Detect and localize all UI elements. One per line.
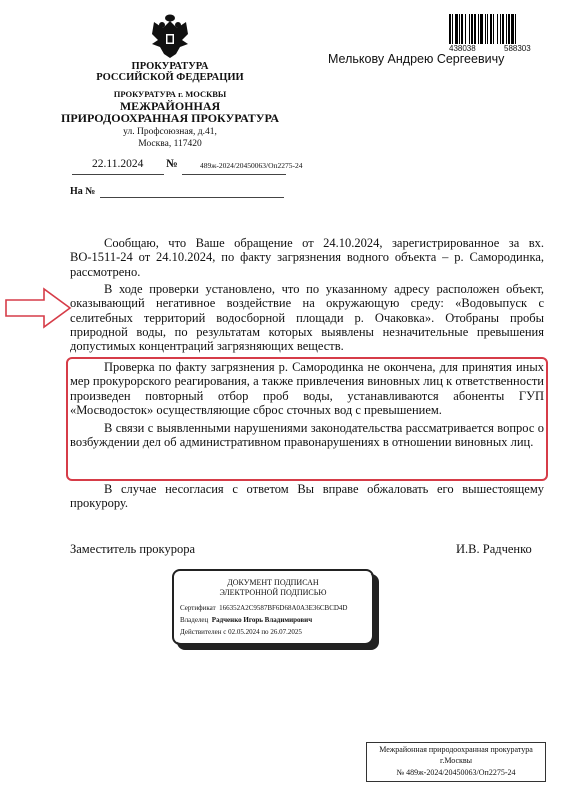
stamp-certificate-label: Сертификат: [180, 604, 216, 612]
signer-title: Заместитель прокурора: [70, 542, 195, 556]
reply-to-number-underline: [100, 197, 284, 198]
footer-line-2: г.Москвы: [439, 756, 473, 765]
stamp-valid-to: 26.07.2025: [270, 628, 302, 636]
stamp-title-line-1: ДОКУМЕНТ ПОДПИСАН: [227, 578, 319, 587]
number-underline: [182, 174, 286, 175]
body-paragraph-5: В случае несогласия с ответом Вы вправе обжаловать его вышестоящему прокурору.: [70, 482, 544, 511]
stamp-valid-label: Действителен: [180, 628, 222, 636]
header-line-1: ПРОКУРАТУРА: [131, 61, 209, 72]
stamp-validity: [180, 628, 302, 636]
footer-line-1: Межрайонная природоохранная прокуратура: [379, 745, 533, 754]
stamp-valid-from: 02.05.2024: [228, 628, 260, 636]
body-paragraph-3: Проверка по факту загрязнения р. Самородинка не окончена, для принятия иных мер прокурорского реагирования, а также привлечения виновных лиц к ответственности произведен повторный отбор проб воды, устанавливаются абоненты ГУП «Мосводосток» осуществляющие сброс сточных вод с превышением.: [70, 360, 544, 417]
recipient-name: Мелькову Андрею Сергеевичу: [328, 52, 505, 66]
date-underline: [72, 174, 164, 175]
header-line-5: ПРИРОДООХРАННАЯ ПРОКУРАТУРА: [61, 111, 279, 125]
header-address-city: Москва, 117420: [138, 139, 202, 149]
stamp-owner-value: Радченко Игорь Владимирович: [211, 616, 313, 624]
barcode-digits-right: 588303: [504, 44, 531, 53]
stamp-title-line-2: ЭЛЕКТРОННОЙ ПОДПИСЬЮ: [219, 588, 327, 597]
stamp-certificate-value: 166352A2C9587BF6D68A0A3E36CBCD4D: [219, 604, 348, 612]
header-line-3: ПРОКУРАТУРА г. МОСКВЫ: [113, 89, 227, 99]
stamp-certificate: [180, 604, 348, 612]
stamp-valid-to-word: по: [261, 628, 269, 636]
stamp-valid-from-word: с: [223, 628, 227, 636]
stamp-owner: [180, 616, 312, 624]
header-line-2: РОССИЙСКОЙ ФЕДЕРАЦИИ: [96, 72, 244, 83]
body-paragraph-1: Сообщаю, что Ваше обращение от 24.10.2024, зарегистрированное за вх. ВО-1511-24 от 24.10.2024, по факту загрязнения водного объекта – р. Самородинка, рассмотрено.: [70, 236, 544, 279]
number-symbol: №: [166, 158, 178, 170]
reply-to-number-label: На №: [70, 186, 96, 197]
barcode-digits-left: 438038: [449, 44, 476, 53]
coat-of-arms-emblem: [148, 14, 192, 60]
barcode: [448, 14, 560, 44]
document-date: 22.11.2024: [92, 158, 144, 170]
signer-name: И.В. Радченко: [456, 542, 532, 556]
header-line-4: МЕЖРАЙОННАЯ: [119, 99, 221, 113]
registration-number: 489ж-2024/20450063/Оп2275-24: [200, 161, 303, 170]
body-paragraph-4: В связи с выявленными нарушениями законодательства рассматривается вопрос о возбуждении дел об административном правонарушениях в отношении виновных лиц.: [70, 421, 544, 450]
stamp-owner-label: Владелец: [180, 616, 209, 624]
body-paragraph-2: В ходе проверки установлено, что по указанному адресу расположен объект, оказывающий негативное воздействие на окружающую среду: «Водовыпуск с селитебных территорий водосборной площади р. Очаковка». Отобраны пробы природной воды, по результатам которых выявлены незначительные превышения допустимых концентраций загрязняющих веществ.: [70, 282, 544, 354]
header-address-street: ул. Профсоюзная, д.41,: [123, 127, 217, 137]
footer-line-3: № 489ж-2024/20450063/Оп2275-24: [396, 768, 516, 777]
arrow-right-icon: [4, 286, 74, 330]
